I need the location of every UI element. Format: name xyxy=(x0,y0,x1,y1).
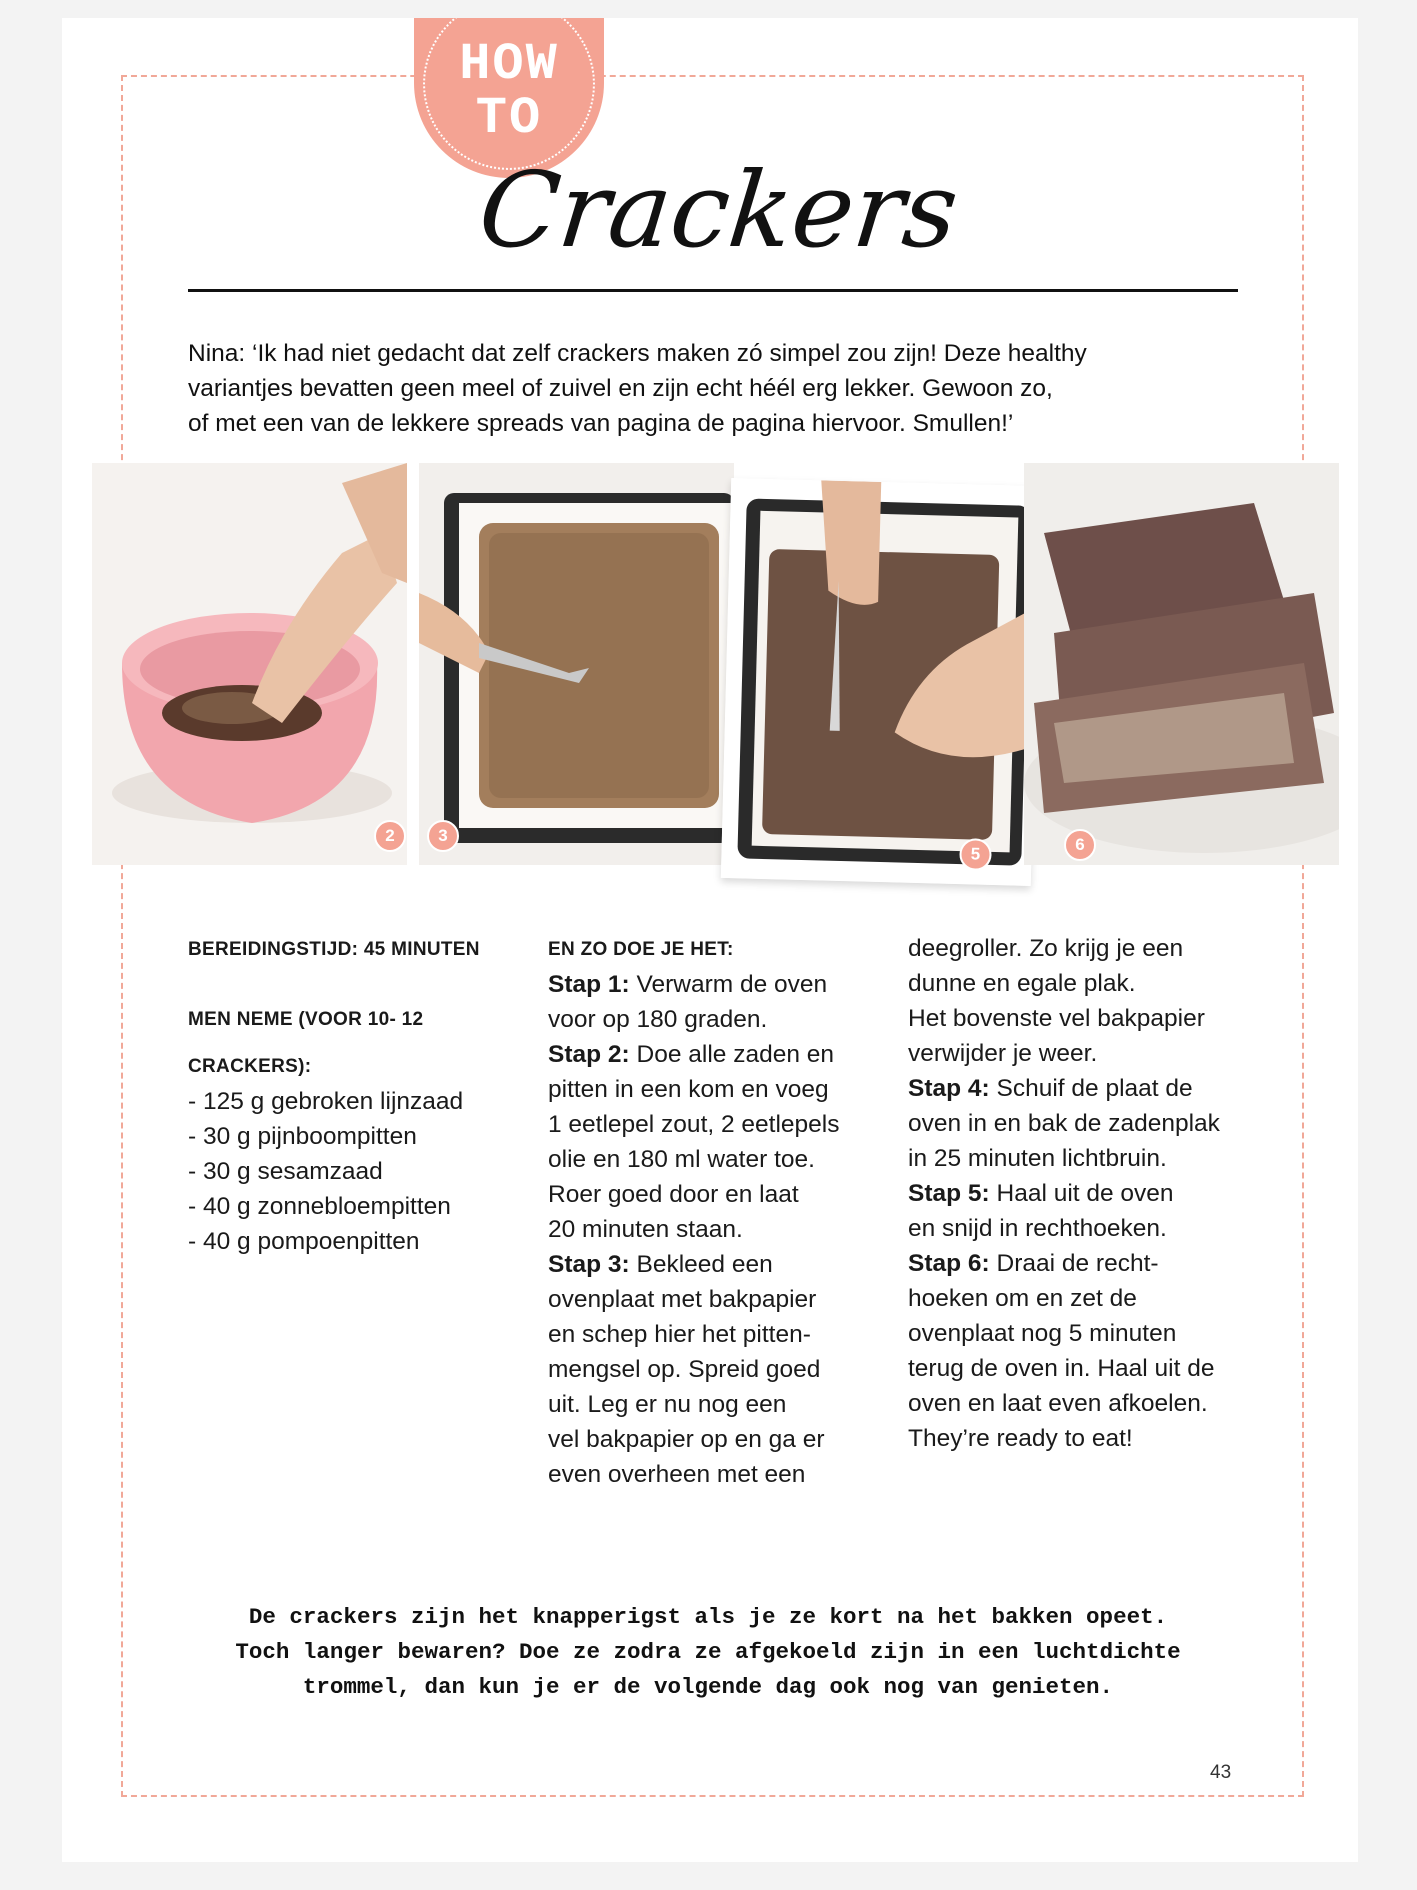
step-text: Roer goed door en laat xyxy=(548,1181,799,1208)
intro-quote: Nina: ‘Ik had niet gedacht dat zelf crackers maken zó simpel zou zijn! Deze healthy variantjes bevatten geen meel of zuivel en zijn echt héél erg lekker. Gewoon zo, of met een van de lekkere spreads van pagina de pagina hiervoor. Smullen!’ xyxy=(188,340,1087,437)
tip-line: trommel, dan kun je er de volgende dag ook nog van genieten. xyxy=(302,1674,1114,1700)
step-5-label: Stap 5: xyxy=(908,1180,990,1207)
step-text: verwijder je weer. xyxy=(908,1040,1098,1067)
step-text: Doe alle zaden en xyxy=(629,1041,835,1068)
prep-time: BEREIDINGSTIJD: 45 MINUTEN xyxy=(188,939,480,960)
step-text: en schep hier het pitten- xyxy=(548,1321,811,1348)
step-text: oven in en bak de zadenplak xyxy=(908,1110,1220,1137)
step-text: olie en 180 ml water toe. xyxy=(548,1146,815,1173)
step-number-5: 5 xyxy=(959,838,992,871)
step-text: uit. Leg er nu nog een xyxy=(548,1391,787,1418)
steps-heading: EN ZO DOE JE HET: xyxy=(548,939,734,960)
step-text: voor op 180 graden. xyxy=(548,1006,768,1033)
step-number-3: 3 xyxy=(427,820,459,852)
step-text: Het bovenste vel bakpapier xyxy=(908,1005,1205,1032)
step-text: Schuif de plaat de xyxy=(989,1075,1193,1102)
step-1 xyxy=(548,967,840,1002)
page-title: Crackers xyxy=(473,149,964,271)
step-number-2: 2 xyxy=(374,820,406,852)
step-number-6: 6 xyxy=(1064,829,1096,861)
step-text: ovenplaat nog 5 minuten xyxy=(908,1320,1177,1347)
ingredients-heading-2: CRACKERS): xyxy=(188,1056,312,1077)
ingredient-item: - 30 g sesamzaad xyxy=(188,1158,383,1185)
spacer xyxy=(188,967,480,1002)
baking-tray-spread-photo xyxy=(419,463,734,865)
step-text: vel bakpapier op en ga er xyxy=(548,1426,825,1453)
step-text: Verwarm de oven xyxy=(629,971,828,998)
badge-line-1: HOW xyxy=(459,35,559,94)
crackers-stack-photo xyxy=(1024,463,1339,865)
steps-column-1 xyxy=(548,932,840,1492)
step-text: in 25 minuten lichtbruin. xyxy=(908,1145,1167,1172)
mixing-bowl-photo xyxy=(92,463,407,865)
step-text: 20 minuten staan. xyxy=(548,1216,743,1243)
step-3 xyxy=(548,1247,840,1282)
step-text: They’re ready to eat! xyxy=(908,1425,1133,1452)
page-number: 43 xyxy=(1210,1762,1232,1783)
storage-tip xyxy=(150,1600,1266,1705)
badge-line-2: TO xyxy=(475,89,543,148)
ingredient-item: - 40 g zonnebloempitten xyxy=(188,1193,451,1220)
step-1-label: Stap 1: xyxy=(548,971,630,998)
step-4 xyxy=(908,1071,1220,1106)
steps-column-2 xyxy=(908,931,1220,1456)
step-text: terug de oven in. Haal uit de xyxy=(908,1355,1215,1382)
step-2-label: Stap 2: xyxy=(548,1041,630,1068)
step-6-label: Stap 6: xyxy=(908,1250,990,1277)
step-6 xyxy=(908,1246,1220,1281)
tip-line: De crackers zijn het knapperigst als je ze kort na het bakken opeet. xyxy=(248,1604,1168,1630)
step-text: deegroller. Zo krijg je een xyxy=(908,935,1184,962)
step-text: dunne en egale plak. xyxy=(908,970,1136,997)
ingredients-column xyxy=(188,932,480,1259)
step-text: oven en laat even afkoelen. xyxy=(908,1390,1208,1417)
ingredients-heading-1: MEN NEME (VOOR 10- 12 xyxy=(188,1009,424,1030)
ingredient-item: - 30 g pijnboompitten xyxy=(188,1123,417,1150)
baking-tray-press-photo xyxy=(721,478,1041,886)
step-text: mengsel op. Spreid goed xyxy=(548,1356,821,1383)
step-text: ovenplaat met bakpapier xyxy=(548,1286,817,1313)
step-text: 1 eetlepel zout, 2 eetlepels xyxy=(548,1111,840,1138)
tip-line: Toch langer bewaren? Doe ze zodra ze afgekoeld zijn in een luchtdichte xyxy=(235,1639,1181,1665)
ingredient-item: - 125 g gebroken lijnzaad xyxy=(188,1088,464,1115)
step-text: en snijd in rechthoeken. xyxy=(908,1215,1167,1242)
title-divider xyxy=(188,289,1238,292)
step-text: Bekleed een xyxy=(629,1251,773,1278)
step-text: pitten in een kom en voeg xyxy=(548,1076,829,1103)
step-3-label: Stap 3: xyxy=(548,1251,630,1278)
ingredient-item: - 40 g pompoenpitten xyxy=(188,1228,420,1255)
step-4-label: Stap 4: xyxy=(908,1075,990,1102)
step-text: hoeken om en zet de xyxy=(908,1285,1137,1312)
step-text: Draai de recht- xyxy=(989,1250,1159,1277)
step-text: Haal uit de oven xyxy=(989,1180,1174,1207)
step-5 xyxy=(908,1176,1220,1211)
step-text: even overheen met een xyxy=(548,1461,806,1488)
step-2 xyxy=(548,1037,840,1072)
